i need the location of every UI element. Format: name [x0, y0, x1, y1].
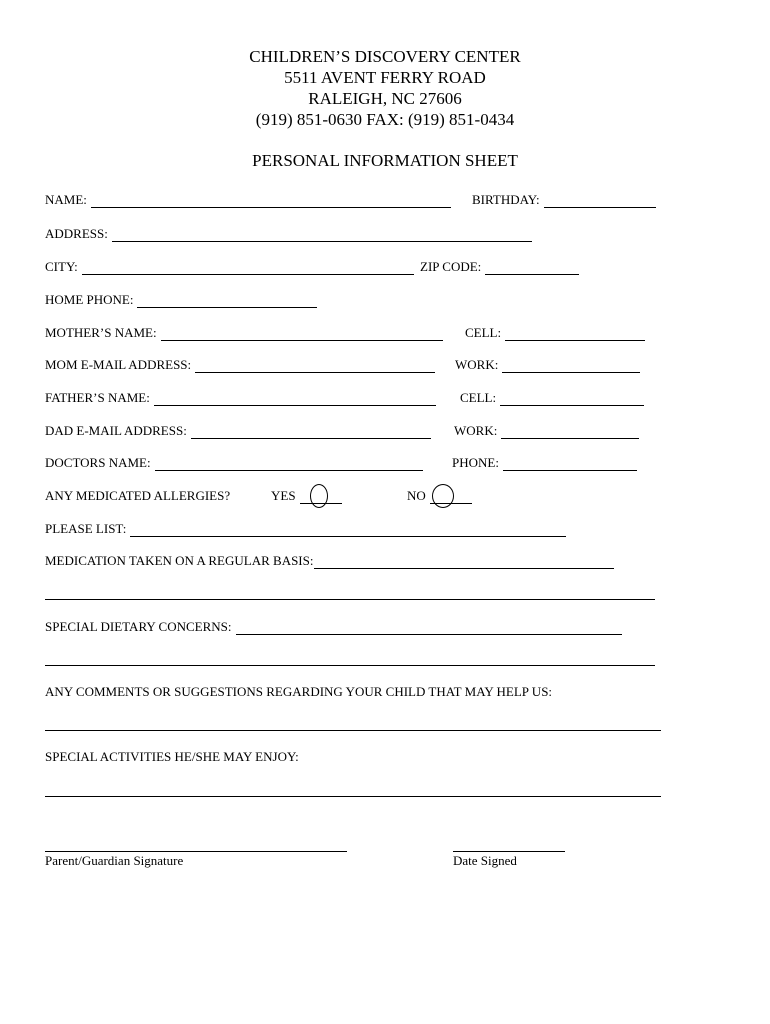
- fathers-name-label: FATHER’S NAME:: [45, 390, 150, 405]
- center-header: [0, 46, 770, 130]
- father-cell-field[interactable]: [500, 393, 644, 406]
- medication-extra-line[interactable]: [45, 599, 655, 600]
- city-label: CITY:: [45, 259, 78, 274]
- no-circle-icon: [432, 484, 454, 508]
- mom-email-label: MOM E-MAIL ADDRESS:: [45, 357, 192, 372]
- dietary-label: SPECIAL DIETARY CONCERNS:: [45, 619, 232, 634]
- zip-label: ZIP CODE:: [420, 259, 482, 274]
- org-name: CHILDREN’S DISCOVERY CENTER: [249, 47, 521, 66]
- medication-field[interactable]: [314, 556, 614, 569]
- zip-field[interactable]: [485, 262, 579, 275]
- org-street: 5511 AVENT FERRY ROAD: [284, 68, 486, 87]
- activities-label: SPECIAL ACTIVITIES HE/SHE MAY ENJOY:: [45, 749, 299, 764]
- parent-signature-line[interactable]: [45, 851, 347, 852]
- fathers-name-field[interactable]: [154, 393, 436, 406]
- birthday-label: BIRTHDAY:: [472, 192, 540, 207]
- address-field[interactable]: [112, 229, 532, 242]
- doctors-name-label: DOCTORS NAME:: [45, 455, 151, 470]
- please-list-label: PLEASE LIST:: [45, 521, 127, 536]
- home-phone-field[interactable]: [137, 295, 317, 308]
- doctor-phone-field[interactable]: [503, 458, 637, 471]
- doctors-name-field[interactable]: [155, 458, 423, 471]
- yes-option[interactable]: [300, 491, 342, 504]
- mother-cell-label: CELL:: [465, 325, 502, 340]
- mothers-name-label: MOTHER’S NAME:: [45, 325, 157, 340]
- mothers-name-field[interactable]: [161, 328, 443, 341]
- dad-work-label: WORK:: [454, 423, 498, 438]
- dietary-field[interactable]: [236, 622, 622, 635]
- yes-circle-icon: [310, 484, 328, 508]
- please-list-field[interactable]: [130, 524, 566, 537]
- dad-email-field[interactable]: [191, 426, 431, 439]
- no-option[interactable]: [430, 491, 472, 504]
- name-label: NAME:: [45, 192, 87, 207]
- mother-cell-field[interactable]: [505, 328, 645, 341]
- home-phone-label: HOME PHONE:: [45, 292, 134, 307]
- dad-work-field[interactable]: [501, 426, 639, 439]
- org-phone-fax: (919) 851-0630 FAX: (919) 851-0434: [255, 110, 515, 129]
- doctor-phone-label: PHONE:: [452, 455, 499, 470]
- city-field[interactable]: [82, 262, 414, 275]
- dad-email-label: DAD E-MAIL ADDRESS:: [45, 423, 187, 438]
- mom-work-field[interactable]: [502, 360, 640, 373]
- medication-label: MEDICATION TAKEN ON A REGULAR BASIS:: [45, 553, 314, 568]
- org-city: RALEIGH, NC 27606: [308, 89, 462, 108]
- father-cell-label: CELL:: [460, 390, 497, 405]
- yes-label: YES: [271, 488, 296, 503]
- date-signed-label: Date Signed: [453, 853, 517, 868]
- parent-signature-label: Parent/Guardian Signature: [45, 853, 184, 868]
- no-label: NO: [407, 488, 426, 503]
- form-title: PERSONAL INFORMATION SHEET: [252, 151, 518, 170]
- birthday-field[interactable]: [544, 195, 656, 208]
- address-label: ADDRESS:: [45, 226, 108, 241]
- mom-email-field[interactable]: [195, 360, 435, 373]
- mom-work-label: WORK:: [455, 357, 499, 372]
- date-signed-line[interactable]: [453, 851, 565, 852]
- comments-line[interactable]: [45, 730, 661, 731]
- name-field[interactable]: [91, 195, 451, 208]
- dietary-extra-line[interactable]: [45, 665, 655, 666]
- allergies-question: ANY MEDICATED ALLERGIES?: [45, 488, 231, 503]
- comments-label: ANY COMMENTS OR SUGGESTIONS REGARDING YOUR CHILD THAT MAY HELP US:: [45, 684, 553, 699]
- activities-line[interactable]: [45, 796, 661, 797]
